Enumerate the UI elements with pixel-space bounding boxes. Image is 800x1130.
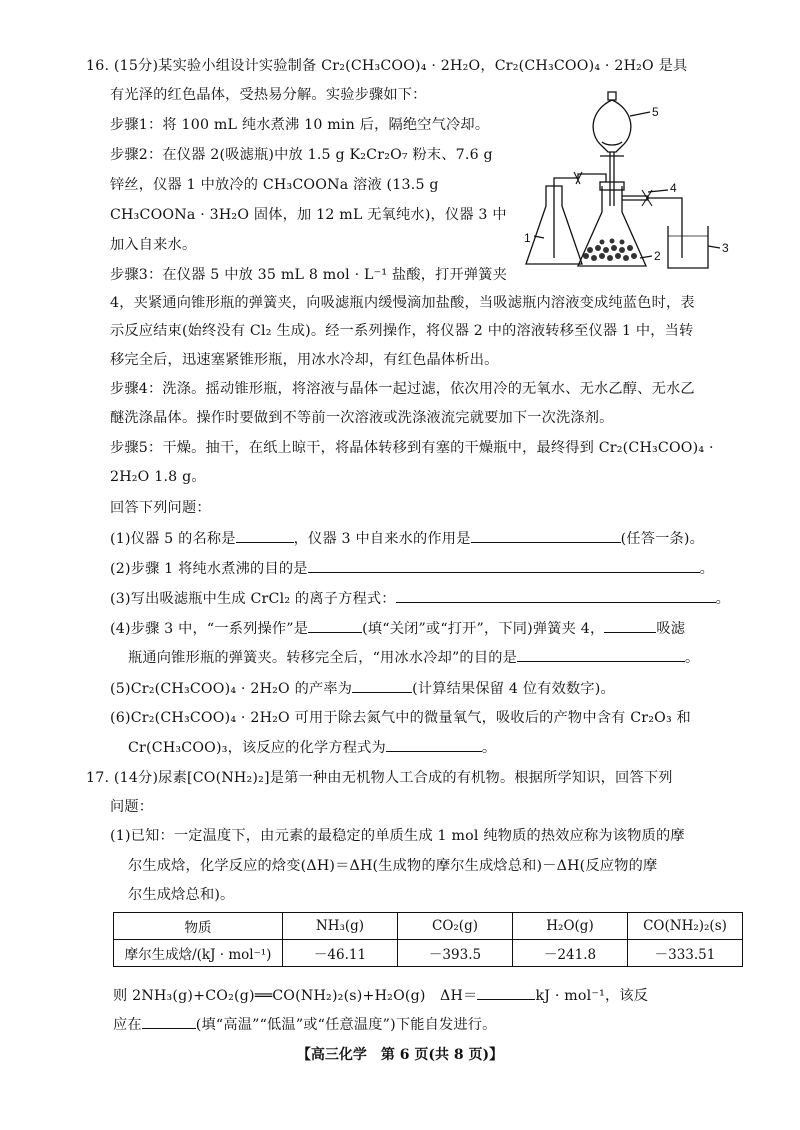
period: 。 — [699, 561, 714, 577]
q16-part6-a: (6)Cr₂(CH₃COO)₄ · 2H₂O 可用于除去氮气中的微量氧气，吸收后的产物中含有 Cr₂O₃ 和 — [110, 710, 691, 726]
enthalpy-table — [113, 912, 743, 967]
q17-line-2: 问题： — [110, 799, 154, 815]
answer-blank[interactable] — [308, 617, 362, 633]
table-header: NH₃(g) — [283, 913, 398, 940]
beaker — [668, 226, 708, 268]
q16-step4-a: 步骤4：洗涤。摇动锥形瓶，将溶液与晶体一起过滤，依次用冷的无氧水、无水乙醇、无水乙 — [110, 381, 695, 397]
label-2: 2 — [654, 249, 661, 263]
q16-step3-c: 示反应结束(始终没有 Cl₂ 生成)。经一系列操作，将仪器 2 中的溶液转移至仪器 1 中，当转 — [110, 323, 694, 339]
funnel-stopper — [608, 92, 616, 100]
period: 。 — [715, 591, 731, 607]
answer-blank[interactable] — [396, 587, 716, 603]
page-footer: 【高三化学 第 6 页(共 8 页)】 — [296, 1047, 504, 1063]
q16-step5-a: 步骤5：干燥。抽干，在纸上晾干，将晶体转移到有塞的干燥瓶中，最终得到 Cr₂(CH₃COO)₄ · — [110, 440, 714, 456]
label-5: 5 — [652, 105, 659, 119]
q16-part3-text: (3)写出吸滤瓶中生成 CrCl₂ 的离子方程式： — [110, 591, 396, 607]
q16-step1: 步骤1：将 100 mL 纯水煮沸 10 min 后，隔绝空气冷却。 — [110, 117, 490, 133]
table-row — [114, 940, 743, 967]
answer-blank[interactable] — [142, 1013, 196, 1029]
table-cell: －333.51 — [628, 940, 743, 967]
q16-part4-text-b: (填“关闭”或“打开”，下同)弹簧夹 4， — [362, 621, 605, 637]
q16-part4-a — [110, 617, 685, 640]
answer-blank[interactable] — [471, 527, 621, 543]
q17-equation-text: 则 2NH₃(g)+CO₂(g)══CO(NH₂)₂(s)+H₂O(g) ΔH＝ — [113, 988, 478, 1004]
q16-ask: 回答下列问题： — [110, 500, 211, 516]
answer-blank[interactable] — [352, 677, 412, 693]
table-cell: 摩尔生成焓/(kJ · mol⁻¹) — [114, 940, 283, 967]
q17-part1-c: 尔生成焓总和)。 — [128, 887, 235, 903]
q16-part1 — [110, 527, 704, 550]
q16-part1-text-c: (任答一条)。 — [620, 531, 705, 547]
table-cell: －393.5 — [398, 940, 513, 967]
q16-part4-text-c: 吸滤 — [656, 621, 686, 637]
table-cell: －241.8 — [513, 940, 628, 967]
q17-part1-b: 尔生成焓，化学反应的焓变(ΔH)＝ΔH(生成物的摩尔生成焓总和)－ΔH(反应物的摩 — [128, 858, 658, 874]
q16-line-1: 16. (15分)某实验小组设计实验制备 Cr₂(CH₃COO)₄ · 2H₂O，Cr₂(CH₃COO)₄ · 2H₂O 是具 — [86, 58, 688, 74]
table-header: H₂O(g) — [513, 913, 628, 940]
table-header: 物质 — [114, 913, 283, 940]
q16-part3 — [110, 587, 730, 610]
answer-blank[interactable] — [308, 557, 700, 573]
q16-part1-text-b: ，仪器 3 中自来水的作用是 — [293, 531, 471, 547]
q16-step3-d: 移完全后，迅速塞紧锥形瓶，用冰水冷却，有红色晶体析出。 — [110, 352, 499, 368]
q17-spontaneity-line — [113, 1013, 497, 1036]
q17-line-1: 17. (14分)尿素[CO(NH₂)₂]是第一种由无机物人工合成的有机物。根据所学知识，回答下列 — [86, 770, 673, 786]
q17-spont-text-a: 应在 — [113, 1017, 142, 1033]
q16-part5-text-a: (5)Cr₂(CH₃COO)₄ · 2H₂O 的产率为 — [110, 681, 353, 697]
q16-part5 — [110, 677, 615, 700]
q16-step2-c: CH₃COONa · 3H₂O 固体，加 12 mL 无氧纯水)，仪器 3 中 — [110, 207, 507, 223]
q16-part4-text-a: (4)步骤 3 中，“一系列操作”是 — [110, 621, 309, 637]
q16-part2 — [110, 557, 714, 580]
q16-step4-b: 醚洗涤晶体。操作时要做到不等前一次溶液或洗涤液流完就要加下一次洗涤剂。 — [110, 410, 614, 426]
period: 。 — [481, 740, 497, 756]
q16-part2-text: (2)步骤 1 将纯水煮沸的目的是 — [110, 561, 308, 577]
table-header: CO₂(g) — [398, 913, 513, 940]
q16-step3-a: 步骤3：在仪器 5 中放 35 mL 8 mol · L⁻¹ 盐酸，打开弹簧夹 — [110, 267, 508, 283]
q17-spont-text-b: (填“高温”“低温”或“任意温度”)下能自发进行。 — [195, 1017, 497, 1033]
q16-step3-b: 4，夹紧通向锥形瓶的弹簧夹，向吸滤瓶内缓慢滴加盐酸，当吸滤瓶内溶液变成纯蓝色时，表 — [110, 295, 695, 311]
period: 。 — [684, 650, 700, 666]
q17-part1-a: (1)已知：一定温度下，由元素的最稳定的单质生成 1 mol 纯物质的热效应称为该物质的摩 — [110, 828, 685, 844]
label-3: 3 — [722, 241, 729, 255]
label-4: 4 — [670, 181, 677, 195]
separatory-funnel — [593, 100, 631, 152]
q16-step5-b: 2H₂O 1.8 g。 — [110, 469, 206, 485]
answer-blank[interactable] — [517, 646, 685, 662]
table-cell: －46.11 — [283, 940, 398, 967]
label-1: 1 — [524, 231, 531, 245]
q16-part4-b — [128, 646, 699, 669]
q16-step2-d: 加入自来水。 — [110, 237, 197, 253]
q16-part1-text-a: (1)仪器 5 的名称是 — [110, 531, 236, 547]
q16-line-2: 有光泽的红色晶体，受热易分解。实验步骤如下： — [110, 87, 427, 103]
answer-blank[interactable] — [477, 984, 535, 1000]
q16-part5-text-b: (计算结果保留 4 位有效数字)。 — [412, 681, 615, 697]
apparatus-diagram — [512, 86, 744, 282]
q17-equation-line — [113, 984, 648, 1007]
q17-equation-unit: kJ · mol⁻¹，该反 — [535, 988, 649, 1004]
q16-part6-text: Cr(CH₃COO)₃，该反应的化学方程式为 — [128, 740, 386, 756]
transfer-tube — [554, 178, 578, 184]
table-header: CO(NH₂)₂(s) — [628, 913, 743, 940]
q16-step2-b: 锌丝，仪器 1 中放冷的 CH₃COONa 溶液 (13.5 g — [110, 177, 439, 193]
q16-part4-text-d: 瓶通向锥形瓶的弹簧夹。转移完全后，“用冰水冷却”的目的是 — [128, 650, 517, 666]
answer-blank[interactable] — [386, 736, 482, 752]
table-header-row — [114, 913, 743, 940]
q16-part6-b — [128, 736, 496, 759]
answer-blank[interactable] — [604, 617, 656, 633]
answer-blank[interactable] — [236, 527, 294, 543]
q16-step2-a: 步骤2：在仪器 2(吸滤瓶)中放 1.5 g K₂Cr₂O₇ 粉末、7.6 g — [110, 147, 493, 163]
